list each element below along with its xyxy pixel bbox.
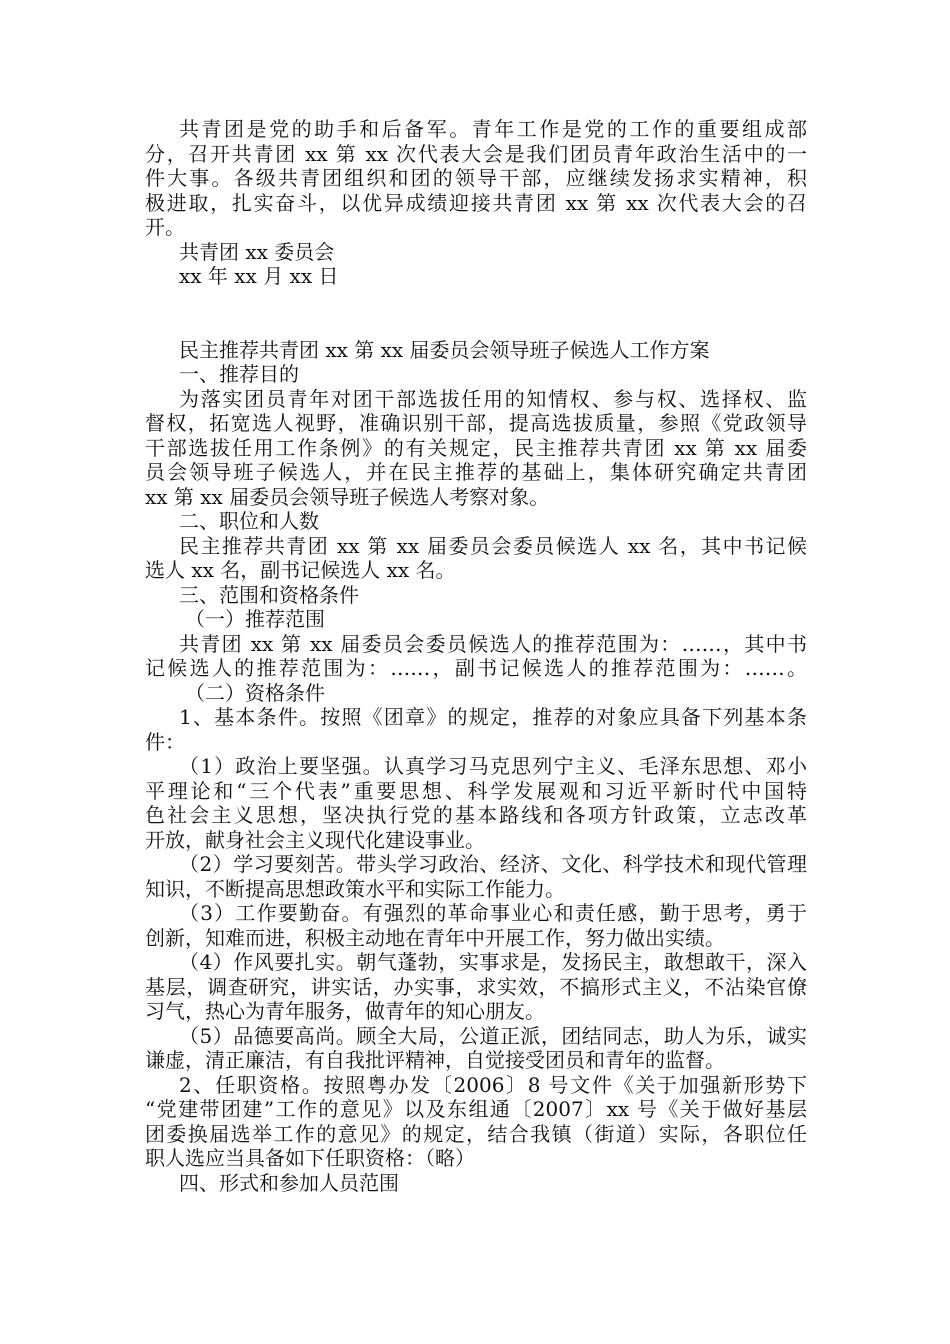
text-line: xx 年 xx 月 xx 日 <box>179 264 339 288</box>
text-line: 民主推荐共青团 xx 第 xx 届委员会委员候选人 xx 名，其中书记候 <box>179 533 807 558</box>
text-line: 件大事。各级共青团组织和团的领导干部，应继续发扬求实精神，积 <box>145 166 807 190</box>
text-line: 共青团是党的助手和后备军。青年工作是党的工作的重要组成部 <box>179 117 807 141</box>
text-line: 色社会主义思想，坚决执行党的基本路线和各项方针政策，立志改革 <box>145 803 807 827</box>
text-line: 创新，知难而进，积极主动地在青年中开展工作，努力做出实绩。 <box>145 925 725 950</box>
text-line: 民主推荐共青团 xx 第 xx 届委员会领导班子候选人工作方案 <box>179 337 710 362</box>
text-line: 记候选人的推荐范围为：……，副书记候选人的推荐范围为：……。 <box>145 656 807 680</box>
text-line: 员会领导班子候选人，并在民主推荐的基础上，集体研究确定共青团 <box>145 460 807 484</box>
text-line: 2、任职资格。按照粤办发〔2006〕8 号文件《关于加强新形势下 <box>179 1072 807 1097</box>
text-line: （2）学习要刻苦。带头学习政治、经济、文化、科学技术和现代管理 <box>179 852 807 876</box>
text-line: 共青团 xx 委员会 <box>179 239 335 264</box>
text-line: “党建带团建”工作的意见》以及东组通〔2007〕xx 号《关于做好基层 <box>145 1097 807 1121</box>
text-line: （1）政治上要坚强。认真学习马克思列宁主义、毛泽东思想、邓小 <box>179 754 807 778</box>
text-line: 谦虚，清正廉洁，有自我批评精神，自觉接受团员和青年的监督。 <box>145 1048 725 1072</box>
text-line: 基层，调查研究，讲实话，办实事，求实效，不搞形式主义，不沾染官僚 <box>145 974 807 999</box>
text-line: 共青团 xx 第 xx 届委员会委员候选人的推荐范围为：……，其中书 <box>179 631 807 656</box>
text-line: 极进取，扎实奋斗，以优异成绩迎接共青团 xx 第 xx 次代表大会的召 <box>145 190 807 215</box>
text-line: 团委换届选举工作的意见》的规定，结合我镇（街道）实际，各职位任 <box>145 1121 807 1146</box>
text-line: 干部选拔任用工作条例》的有关规定，民主推荐共青团 xx 第 xx 届委 <box>145 435 807 460</box>
text-line: 分，召开共青团 xx 第 xx 次代表大会是我们团员青年政治生活中的一 <box>145 141 807 166</box>
blank-line <box>145 289 807 338</box>
text-line: 二、职位和人数 <box>179 509 319 533</box>
text-line: 开放，献身社会主义现代化建设事业。 <box>145 827 485 852</box>
text-line: 开。 <box>145 215 185 239</box>
text-line: xx 第 xx 届委员会领导班子候选人考察对象。 <box>145 484 550 509</box>
text-line: 习气，热心为青年服务，做青年的知心朋友。 <box>145 999 545 1023</box>
text-line: 三、范围和资格条件 <box>179 582 359 607</box>
text-line: （二）资格条件 <box>185 680 325 705</box>
text-line: 四、形式和参加人员范围 <box>179 1170 399 1195</box>
text-line: （一）推荐范围 <box>185 607 325 631</box>
text-line: （3）工作要勤奋。有强烈的革命事业心和责任感，勤于思考，勇于 <box>179 901 807 925</box>
text-line: 1、基本条件。按照《团章》的规定，推荐的对象应具备下列基本条 <box>179 705 807 729</box>
text-line: 件： <box>145 729 185 754</box>
text-line: 为落实团员青年对团干部选拔任用的知情权、参与权、选择权、监 <box>179 386 807 411</box>
text-line: 一、推荐目的 <box>179 362 299 386</box>
text-line: 督权，拓宽选人视野，准确识别干部，提高选拔质量，参照《党政领导 <box>145 411 807 435</box>
text-line: 知识，不断提高思想政策水平和实际工作能力。 <box>145 876 565 901</box>
text-line: （5）品德要高尚。顾全大局，公道正派，团结同志，助人为乐，诚实 <box>179 1023 807 1048</box>
text-line: （4）作风要扎实。朝气蓬勃，实事求是，发扬民主，敢想敢干，深入 <box>179 950 807 974</box>
text-line: 平理论和“三个代表”重要思想、科学发展观和习近平新时代中国特 <box>145 778 807 803</box>
document-body <box>145 117 807 1195</box>
text-line: 职人选应当具备如下任职资格：（略） <box>145 1146 475 1170</box>
text-line: 选人 xx 名，副书记候选人 xx 名。 <box>145 558 456 582</box>
